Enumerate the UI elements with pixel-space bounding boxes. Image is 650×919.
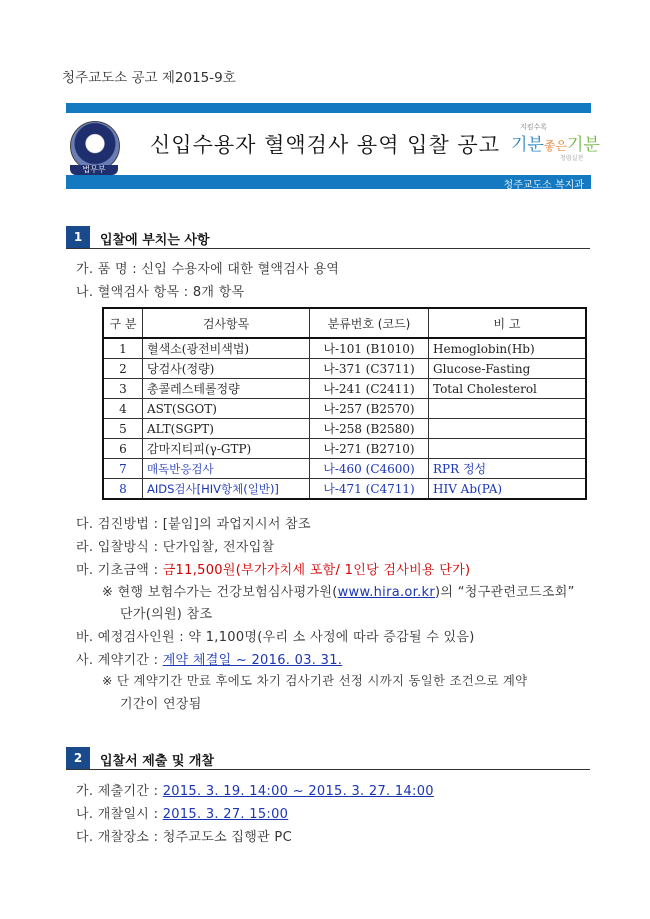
section-1-heading: [66, 226, 590, 249]
cell-no: 5: [103, 419, 143, 439]
cell-note: Total Cholesterol: [429, 379, 587, 399]
item-ma-sub2: 단가(의원) 참조: [120, 607, 213, 622]
col-header: 분류번호 (코드): [310, 308, 429, 338]
cell-code: 나-471 (C4711): [310, 479, 429, 500]
item-ba: 바. 예정검사인원 : 약 1,100명(우리 소 사정에 따라 증감될 수 있음): [76, 630, 475, 645]
cell-note: HIV Ab(PA): [429, 479, 587, 500]
cell-no: 7: [103, 459, 143, 479]
cell-item: 혈색소(광전비색법): [143, 338, 310, 359]
cell-item: 매독반응검사: [143, 459, 310, 479]
col-header: 비 고: [429, 308, 587, 338]
cell-note: [429, 419, 587, 439]
slogan-c: 기분: [567, 135, 600, 155]
item-sa-sub1: ※ 단 계약기간 만료 후에도 차기 검사기관 선정 시까지 동일한 조건으로 계약: [102, 673, 528, 688]
table-row: [103, 359, 586, 379]
cell-note: Glucose-Fasting: [429, 359, 587, 379]
emblem-caption: 법무부: [70, 165, 118, 175]
base-amount-note: (부가가치세 포함/ 1인당 검사비용 단가): [235, 563, 471, 578]
s2-item-da: 다. 개찰장소 : 청주교도소 집행관 PC: [76, 830, 292, 845]
item-ra: 라. 입찰방식 : 단가입찰, 전자입찰: [76, 540, 275, 555]
cell-no: 3: [103, 379, 143, 399]
item-sa-sub2: 기간이 연장됨: [120, 697, 202, 712]
cell-code: 나-271 (B2710): [310, 439, 429, 459]
section-2-heading: [66, 747, 590, 770]
notice-number: 청주교도소 공고 제2015-9호: [62, 70, 236, 86]
cell-code: 나-258 (B2580): [310, 419, 429, 439]
table-header-row: [103, 308, 586, 338]
slogan-bottom: 청렴실천: [560, 155, 584, 162]
table-row: [103, 439, 586, 459]
cell-item: 감마지티피(γ-GTP): [143, 439, 310, 459]
cell-note: Hemoglobin(Hb): [429, 338, 587, 359]
banner-top-bar: [66, 103, 591, 113]
s2-item-ga: [76, 780, 434, 799]
sub1-pre: ※ 현행 보험수가는 건강보험심사평가원(: [102, 585, 338, 600]
cell-item: AST(SGOT): [143, 399, 310, 419]
cell-no: 1: [103, 338, 143, 359]
slogan-top: 지킴수록: [520, 123, 548, 131]
s2-item-na-label: 나. 개찰일시 :: [76, 807, 163, 822]
cell-note: [429, 439, 587, 459]
slogan-logo: [511, 130, 600, 155]
table-row: [103, 419, 586, 439]
slogan-b: 좋은: [543, 139, 568, 153]
cell-item: 당검사(정량): [143, 359, 310, 379]
department-label: 청주교도소 복지과: [503, 180, 584, 191]
item-ga: 가. 품 명 : 신입 수용자에 대한 혈액검사 용역: [76, 262, 340, 277]
item-sa-label: 사. 계약기간 :: [76, 653, 163, 668]
ministry-emblem-icon: [70, 121, 120, 171]
section-number: 1: [66, 226, 90, 248]
item-ma: [76, 559, 470, 578]
slogan-a: 기분: [511, 135, 544, 155]
submission-period: 2015. 3. 19. 14:00 ~ 2015. 3. 27. 14:00: [162, 784, 434, 799]
table-row: [103, 459, 586, 479]
s2-item-na: [76, 803, 288, 822]
cell-code: 나-241 (C2411): [310, 379, 429, 399]
table-row: [103, 379, 586, 399]
col-header: 구 분: [103, 308, 143, 338]
item-ma-label: 마. 기초금액 :: [76, 563, 163, 578]
cell-code: 나-257 (B2570): [310, 399, 429, 419]
cell-item: ALT(SGPT): [143, 419, 310, 439]
s2-item-ga-label: 가. 제출기간 :: [76, 784, 163, 799]
item-na: 나. 혈액검사 항목 : 8개 항목: [76, 285, 245, 300]
cell-code: 나-101 (B1010): [310, 338, 429, 359]
cell-note: [429, 399, 587, 419]
item-ma-sub1: [102, 581, 575, 600]
table-row: [103, 399, 586, 419]
blood-test-table: [102, 307, 587, 500]
table-row: [103, 479, 586, 500]
cell-code: 나-460 (C4600): [310, 459, 429, 479]
base-amount: 금11,500원: [162, 563, 236, 578]
cell-note: RPR 정성: [429, 459, 587, 479]
table-row: [103, 338, 586, 359]
section-title: 입찰서 제출 및 개찰: [100, 754, 215, 769]
contract-period: 계약 체결일 ~ 2016. 03. 31.: [162, 653, 343, 668]
cell-item: 총콜레스테롤정량: [143, 379, 310, 399]
section-number: 2: [66, 747, 90, 769]
cell-code: 나-371 (C3711): [310, 359, 429, 379]
opening-datetime: 2015. 3. 27. 15:00: [162, 807, 289, 822]
col-header: 검사항목: [143, 308, 310, 338]
sub1-post: )의 “청구관련코드조회”: [435, 585, 575, 600]
item-sa: [76, 649, 342, 668]
cell-no: 8: [103, 479, 143, 500]
item-da: 다. 검진방법 : [붙임]의 과업지시서 참조: [76, 517, 311, 532]
section-title: 입찰에 부치는 사항: [100, 233, 210, 248]
cell-no: 2: [103, 359, 143, 379]
page-title: 신입수용자 혈액검사 용역 입찰 공고: [150, 133, 500, 157]
hira-link[interactable]: www.hira.or.kr: [337, 585, 436, 600]
cell-no: 4: [103, 399, 143, 419]
cell-item: AIDS검사[HIV항체(일반)]: [143, 479, 310, 500]
cell-no: 6: [103, 439, 143, 459]
